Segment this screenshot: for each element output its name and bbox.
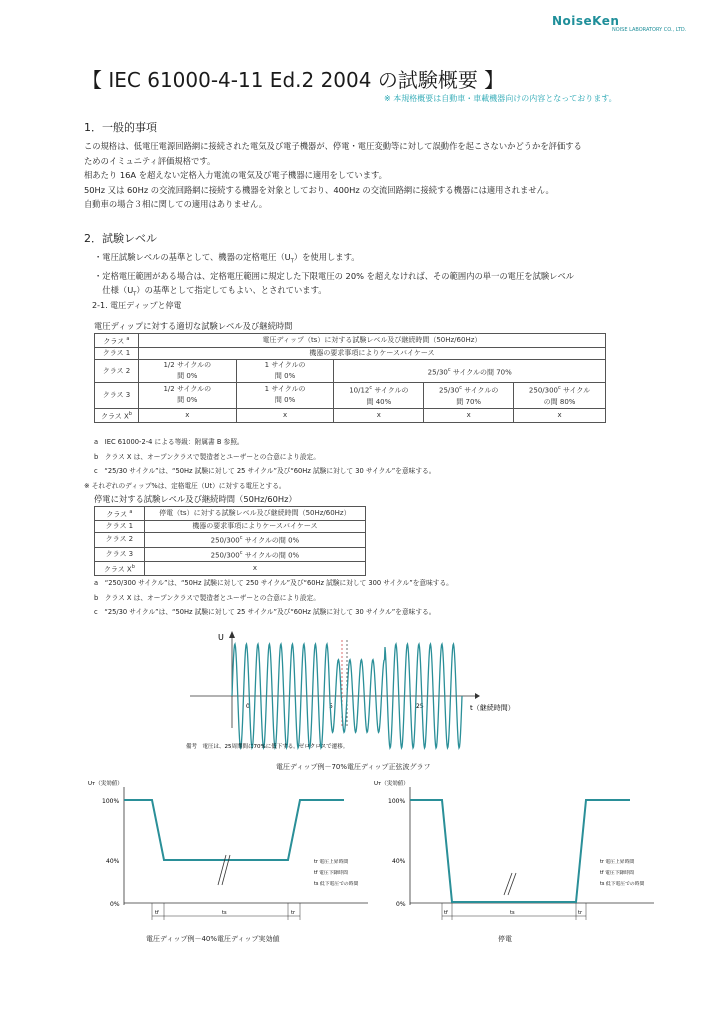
- note-line: a IEC 61000-2-4 による等級：附属書 B 参照。: [94, 438, 244, 446]
- ts-label: ts: [222, 910, 227, 916]
- tf-label: tf: [155, 910, 159, 916]
- ts-label: ts: [510, 910, 515, 916]
- tr-label: tr: [291, 910, 296, 916]
- tick-5: 5: [329, 703, 333, 710]
- legend-item: ts 低下電圧での時間: [600, 882, 645, 887]
- table-2-caption: 停電に対する試験レベル及び継続時間（50Hz/60Hz）: [94, 494, 297, 504]
- table-cell: クラス 2: [95, 360, 139, 383]
- table-cell: 1 サイクルの 間 0%: [236, 383, 334, 408]
- table-cell: 250/300$^c$ サイクルの間 0%: [144, 547, 365, 561]
- table-cell: クラス $X^b$: [95, 408, 139, 422]
- table-cell: x: [334, 408, 424, 422]
- note-line: ※ それぞれのディップ%は、定格電圧（Ut）に対する電圧とする。: [84, 481, 286, 490]
- legend-item: tf 電圧下降時間: [314, 871, 348, 876]
- table-cell: 25/30$^c$ サイクルの 間 70%: [424, 383, 514, 408]
- brand-subtitle: NOISE LABORATORY CO., LTD.: [612, 27, 687, 33]
- y-tick-40: 40%: [392, 858, 406, 865]
- section-1-text: [84, 139, 582, 212]
- table-1-caption: 電圧ディップに対する適切な試験レベル及び継続時間: [94, 321, 293, 331]
- table-cell: 250/300$^c$ サイクルの間 0%: [144, 533, 365, 547]
- tick-0: 0: [246, 703, 250, 710]
- table-row: [95, 507, 366, 521]
- bullet-item: 仕様$(U_T)$の基準として指定してもよい、とされています。: [94, 284, 327, 298]
- table-cell: クラス 3: [95, 547, 145, 561]
- table-cell: x: [144, 561, 365, 575]
- table-cell: 1 サイクルの 間 0%: [236, 360, 334, 383]
- interruption-figure: [372, 775, 662, 925]
- section-1-line: ためのイミュニティ評価規格です。: [84, 155, 216, 166]
- figure-3-caption: 停電: [498, 935, 512, 943]
- table-cell: クラス 1: [95, 521, 145, 533]
- y-label: U: [218, 633, 224, 642]
- table-cell: x: [514, 408, 606, 422]
- note-line: b クラス X は、オープンクラスで製造者とユーザーとの合意により設定。: [94, 593, 320, 602]
- break-mark: [508, 873, 516, 895]
- voltage-dip-table: [94, 333, 606, 423]
- section-2-bullets: [94, 250, 574, 301]
- table-row: [95, 334, 606, 348]
- table-cell: x: [138, 408, 236, 422]
- table-row: [95, 533, 366, 547]
- table-1-notes: [84, 435, 436, 493]
- table-row: [95, 348, 606, 360]
- rms-trace: [124, 800, 344, 860]
- tf-label: tf: [444, 910, 448, 916]
- table-cell: 250/300$^c$ サイクル の間 80%: [514, 383, 606, 408]
- x-label: t（継続時間）: [470, 704, 515, 712]
- note-line: a “250/300 サイクル”は、“50Hz 試験に対して 250 サイクル”及び“60Hz 試験に対して 300 サイクル”を意味する。: [94, 579, 453, 587]
- page-title: 【 IEC 61000-4-11 Ed.2 2004 の試験概要 】: [82, 68, 505, 92]
- x-axis-arrow: [475, 693, 480, 699]
- y-tick-40: 40%: [106, 858, 120, 865]
- table-cell: 1/2 サイクルの 間 0%: [138, 383, 236, 408]
- legend-item: tf 電圧下降時間: [600, 871, 634, 876]
- table-cell: クラス $^a$: [95, 334, 139, 348]
- table-cell: 25/30$^c$ サイクルの間 70%: [334, 360, 606, 383]
- table-row: [95, 360, 606, 383]
- y-tick-100: 100%: [388, 798, 406, 805]
- section-1-line: 50Hz 又は 60Hz の交流回路網に接続する機器を対象としており、400Hz の交流回路網に接続する機器には適用されません。: [84, 184, 554, 195]
- rms-trace: [410, 800, 630, 902]
- note-line: c “25/30 サイクル”は、“50Hz 試験に対して 25 サイクル”及び“60Hz 試験に対して 30 サイクル”を意味する。: [94, 467, 436, 475]
- table-cell: 1/2 サイクルの 間 0%: [138, 360, 236, 383]
- table-cell: 機器の要求事項によりケースバイケース: [138, 348, 605, 360]
- table-row: [95, 408, 606, 422]
- subsection-heading: 2-1. 電圧ディップと停電: [92, 301, 182, 310]
- section-1-line: この規格は、低電圧電源回路網に接続された電気及び電子機器が、停電・電圧変動等に対して誤動作を起こさないかどうかを評価する: [84, 141, 582, 151]
- page-subtitle: ※ 本規格概要は自動車・車載機器向けの内容となっております。: [384, 94, 617, 103]
- y-tick-0: 0%: [110, 901, 120, 908]
- table-cell: 電圧ディップ（ts）に対する試験レベル及び継続時間（50Hz/60Hz）: [138, 334, 605, 348]
- table-cell: x: [424, 408, 514, 422]
- table-cell: クラス 1: [95, 348, 139, 360]
- interruption-table: [94, 506, 366, 576]
- tick-25: 25: [416, 703, 424, 710]
- legend-item: tr 電圧上昇時間: [600, 860, 635, 865]
- bullet-item: ・定格電圧範囲がある場合は、定格電圧範囲に規定した下限電圧の 20% を超えなければ、その範囲内の単一の電圧を試験レベル: [94, 270, 575, 281]
- section-1-line: 自動車の場合３相に関しての適用はありません。: [84, 199, 268, 209]
- legend-item: ts 低下電圧での時間: [314, 882, 359, 887]
- y-axis-arrow: [229, 631, 235, 638]
- sine-wave: [232, 644, 462, 748]
- rms-dip-figure: [86, 775, 376, 925]
- break-mark: [504, 873, 512, 895]
- table-cell: 機器の要求事項によりケースバイケース: [144, 521, 365, 533]
- table-row: [95, 521, 366, 533]
- table-row: [95, 547, 366, 561]
- note-line: c “25/30 サイクル”は、“50Hz 試験に対して 25 サイクル”及び“60Hz 試験に対して 30 サイクル”を意味する。: [94, 608, 436, 616]
- y-tick-100: 100%: [102, 798, 120, 805]
- bullet-item: ・電圧試験レベルの基準として、機器の定格電圧$(U_T)$を使用します。: [94, 252, 360, 265]
- y-label: Uт（実効値）: [88, 781, 123, 787]
- table-row: [95, 561, 366, 575]
- y-tick-0: 0%: [396, 901, 406, 908]
- section-2-heading: 2．試験レベル: [84, 232, 157, 245]
- note-line: b クラス X は、オープンクラスで製造者とユーザーとの合意により設定。: [94, 452, 320, 461]
- table-cell: 10/12$^c$ サイクルの 間 40%: [334, 383, 424, 408]
- table-2-notes: [94, 576, 453, 620]
- table-cell: x: [236, 408, 334, 422]
- table-cell: 停電（ts）に対する試験レベル及び継続時間（50Hz/60Hz）: [144, 507, 365, 521]
- brand-logo: NoiseKen: [552, 14, 620, 28]
- table-row: [95, 383, 606, 408]
- figure-1-caption: 電圧ディップ例－70%電圧ディップ正弦波グラフ: [276, 763, 431, 771]
- figure-2-caption: 電圧ディップ例－40%電圧ディップ実効値: [146, 935, 280, 943]
- table-cell: クラス 2: [95, 533, 145, 547]
- sine-dip-figure: [180, 628, 540, 778]
- section-1-heading: 1．一般的事項: [84, 121, 157, 134]
- table-cell: クラス 3: [95, 383, 139, 408]
- table-cell: クラス $^a$: [95, 507, 145, 521]
- tr-label: tr: [578, 910, 583, 916]
- figure-note: 備考 電圧は、25周期間に70%に低下する。ゼロクロスで遷移。: [186, 744, 349, 750]
- y-label: Uт（実効値）: [374, 781, 409, 787]
- legend-item: tr 電圧上昇時間: [314, 860, 349, 865]
- table-cell: クラス $X^b$: [95, 561, 145, 575]
- section-1-line: 相あたり 16A を超えない定格入力電流の電気及び電子機器に適用をしています。: [84, 170, 387, 180]
